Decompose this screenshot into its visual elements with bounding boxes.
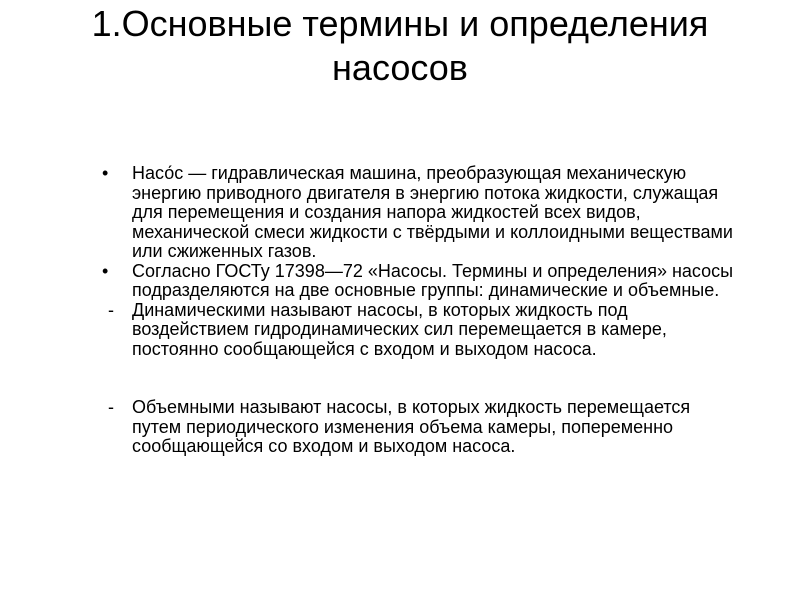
bullet-marker: • (102, 260, 109, 281)
bullet-marker: • (102, 163, 109, 183)
list-item-text: Динамическими называют насосы, в которых жидкость под воздействием гидродинамических сил перемещается в камере, постоянно сообщающейся с входом и выходом насоса. (132, 299, 667, 359)
slide-title-line-2: насосов (332, 47, 468, 88)
list-item-text: Объемными называют насосы, в которых жидкость перемещается путем периодического изменения объема камеры, попеременно сообщающейся со входом и выходом насоса. (132, 397, 691, 456)
list-item-text: Согласно ГОСТу 17398—72 «Насосы. Термины и определения» насосы подразделяются на две основные группы: динамические и объемные. (132, 260, 734, 300)
list-item (100, 301, 740, 360)
slide-title-line-1: 1.Основные термины и определения (91, 3, 709, 44)
list-item (100, 398, 740, 457)
slide-body-list (100, 164, 740, 457)
list-item (100, 164, 740, 262)
dash-marker: - (108, 397, 114, 417)
list-item (100, 262, 740, 301)
slide-title (40, 2, 760, 90)
list-item-text: Насо́с — гидравлическая машина, преобразующая механическую энергию приводного двигателя в энергию потока жидкости, служащая для перемещения и создания напора жидкостей всех видов, механической смеси жидкости с твёрдыми и коллоидными веществами или сжиженных газов. (132, 163, 733, 261)
dash-marker: - (108, 299, 114, 320)
list-spacer (100, 359, 740, 398)
